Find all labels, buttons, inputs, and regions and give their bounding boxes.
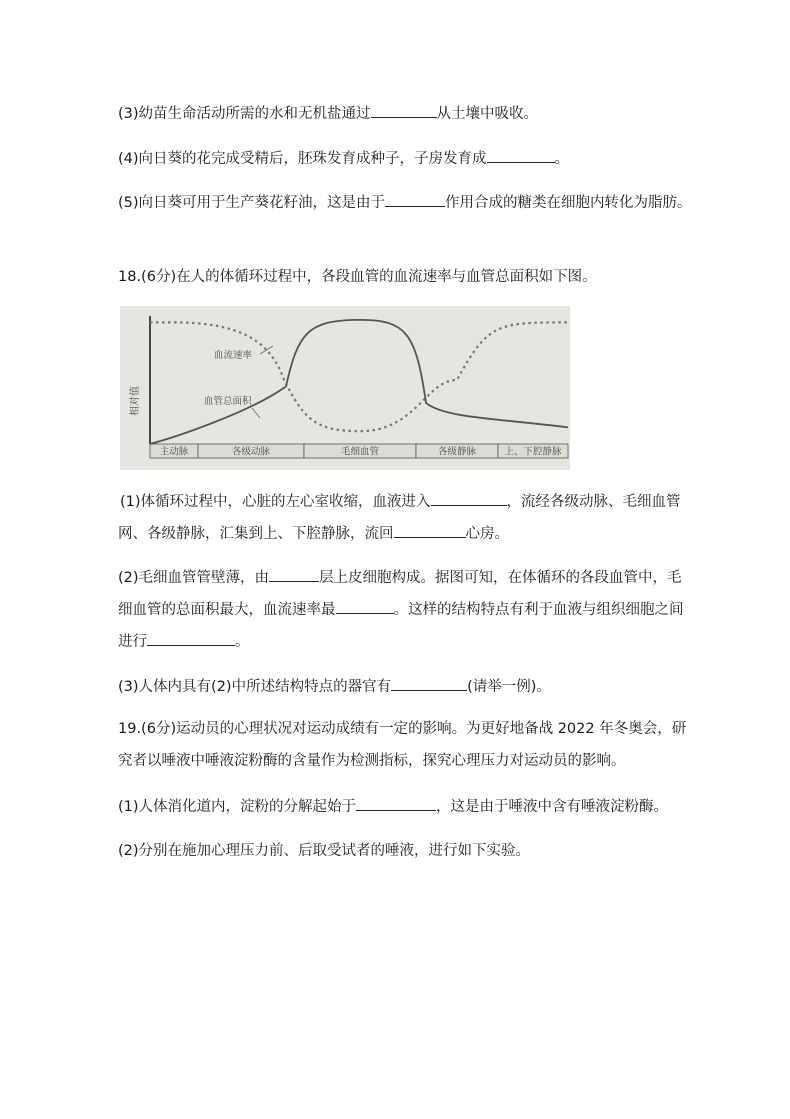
blood-vessel-chart	[120, 306, 570, 470]
q18-part1-line2: 网、各级静脉，汇集到上、下腔静脉，流回 心房。	[118, 523, 509, 544]
leader-line	[260, 346, 273, 354]
q19-stem-line1: 19.(6分)运动员的心理状况对运动成绩有一定的影响。为更好地备战 2022 年冬奥会，研	[118, 721, 687, 737]
x-tick-label: 上、下腔静脉	[504, 446, 562, 458]
q17-part5: (5)向日葵可用于生产葵花籽油，这是由于 作用合成的糖类在细胞内转化为脂肪。	[118, 192, 692, 213]
q19-stem-line2: 究者以唾液中唾液淀粉酶的含量作为检测指标，探究心理压力对运动员的影响。	[118, 753, 626, 769]
x-tick-label: 毛细血管	[340, 446, 380, 458]
answer-blank[interactable]	[391, 676, 467, 691]
x-tick-label: 各级静脉	[437, 446, 477, 458]
q18-part2-line3: 进行 。	[118, 631, 250, 652]
answer-blank[interactable]	[371, 103, 437, 118]
q17-part3: (3)幼苗生命活动所需的水和无机盐通过 从土壤中吸收。	[118, 103, 538, 124]
series-blood-flow-rate	[150, 322, 568, 431]
q18-part1-line1: (1)体循环过程中，心脏的左心室收缩，血液进入 ，流经各级动脉、毛细血管	[120, 491, 681, 512]
leader-line	[252, 408, 260, 418]
q18-part2-line1: (2)毛细血管管壁薄，由 层上皮细胞构成。据图可知，在体循环的各段血管中，毛	[118, 567, 682, 588]
chart-svg	[120, 306, 570, 470]
series-label-vessel-total-area: 血管总面积	[204, 396, 252, 407]
q17-part4: (4)向日葵的花完成受精后，胚珠发育成种子，子房发育成 。	[118, 148, 569, 169]
x-tick-label: 各级动脉	[231, 446, 271, 458]
answer-blank[interactable]	[394, 523, 466, 538]
x-category-band	[150, 444, 568, 458]
answer-blank[interactable]	[356, 796, 436, 811]
answer-blank[interactable]	[336, 599, 394, 614]
y-axis-label: 相对值	[130, 386, 141, 416]
q18-part2-line2: 细血管的总面积最大，血流速率最 。这样的结构特点有利于血液与组织细胞之间	[118, 599, 684, 620]
answer-blank[interactable]	[431, 491, 507, 506]
q19-part2: (2)分别在施加心理压力前、后取受试者的唾液，进行如下实验。	[118, 843, 531, 859]
x-tick-label: 主动脉	[159, 446, 189, 458]
q18-stem: 18.(6分)在人的体循环过程中，各段血管的血流速率与血管总面积如下图。	[118, 269, 597, 285]
series-label-blood-flow-rate: 血流速率	[214, 350, 253, 361]
q18-part3: (3)人体内具有(2)中所述结构特点的器官有 (请举一例)。	[118, 676, 551, 697]
q19-part1: (1)人体消化道内，淀粉的分解起始于 ，这是由于唾液中含有唾液淀粉酶。	[118, 796, 668, 817]
series-vessel-total-area	[150, 320, 568, 444]
answer-blank[interactable]	[147, 631, 235, 646]
answer-blank[interactable]	[269, 567, 319, 582]
answer-blank[interactable]	[487, 148, 555, 163]
answer-blank[interactable]	[385, 192, 445, 207]
